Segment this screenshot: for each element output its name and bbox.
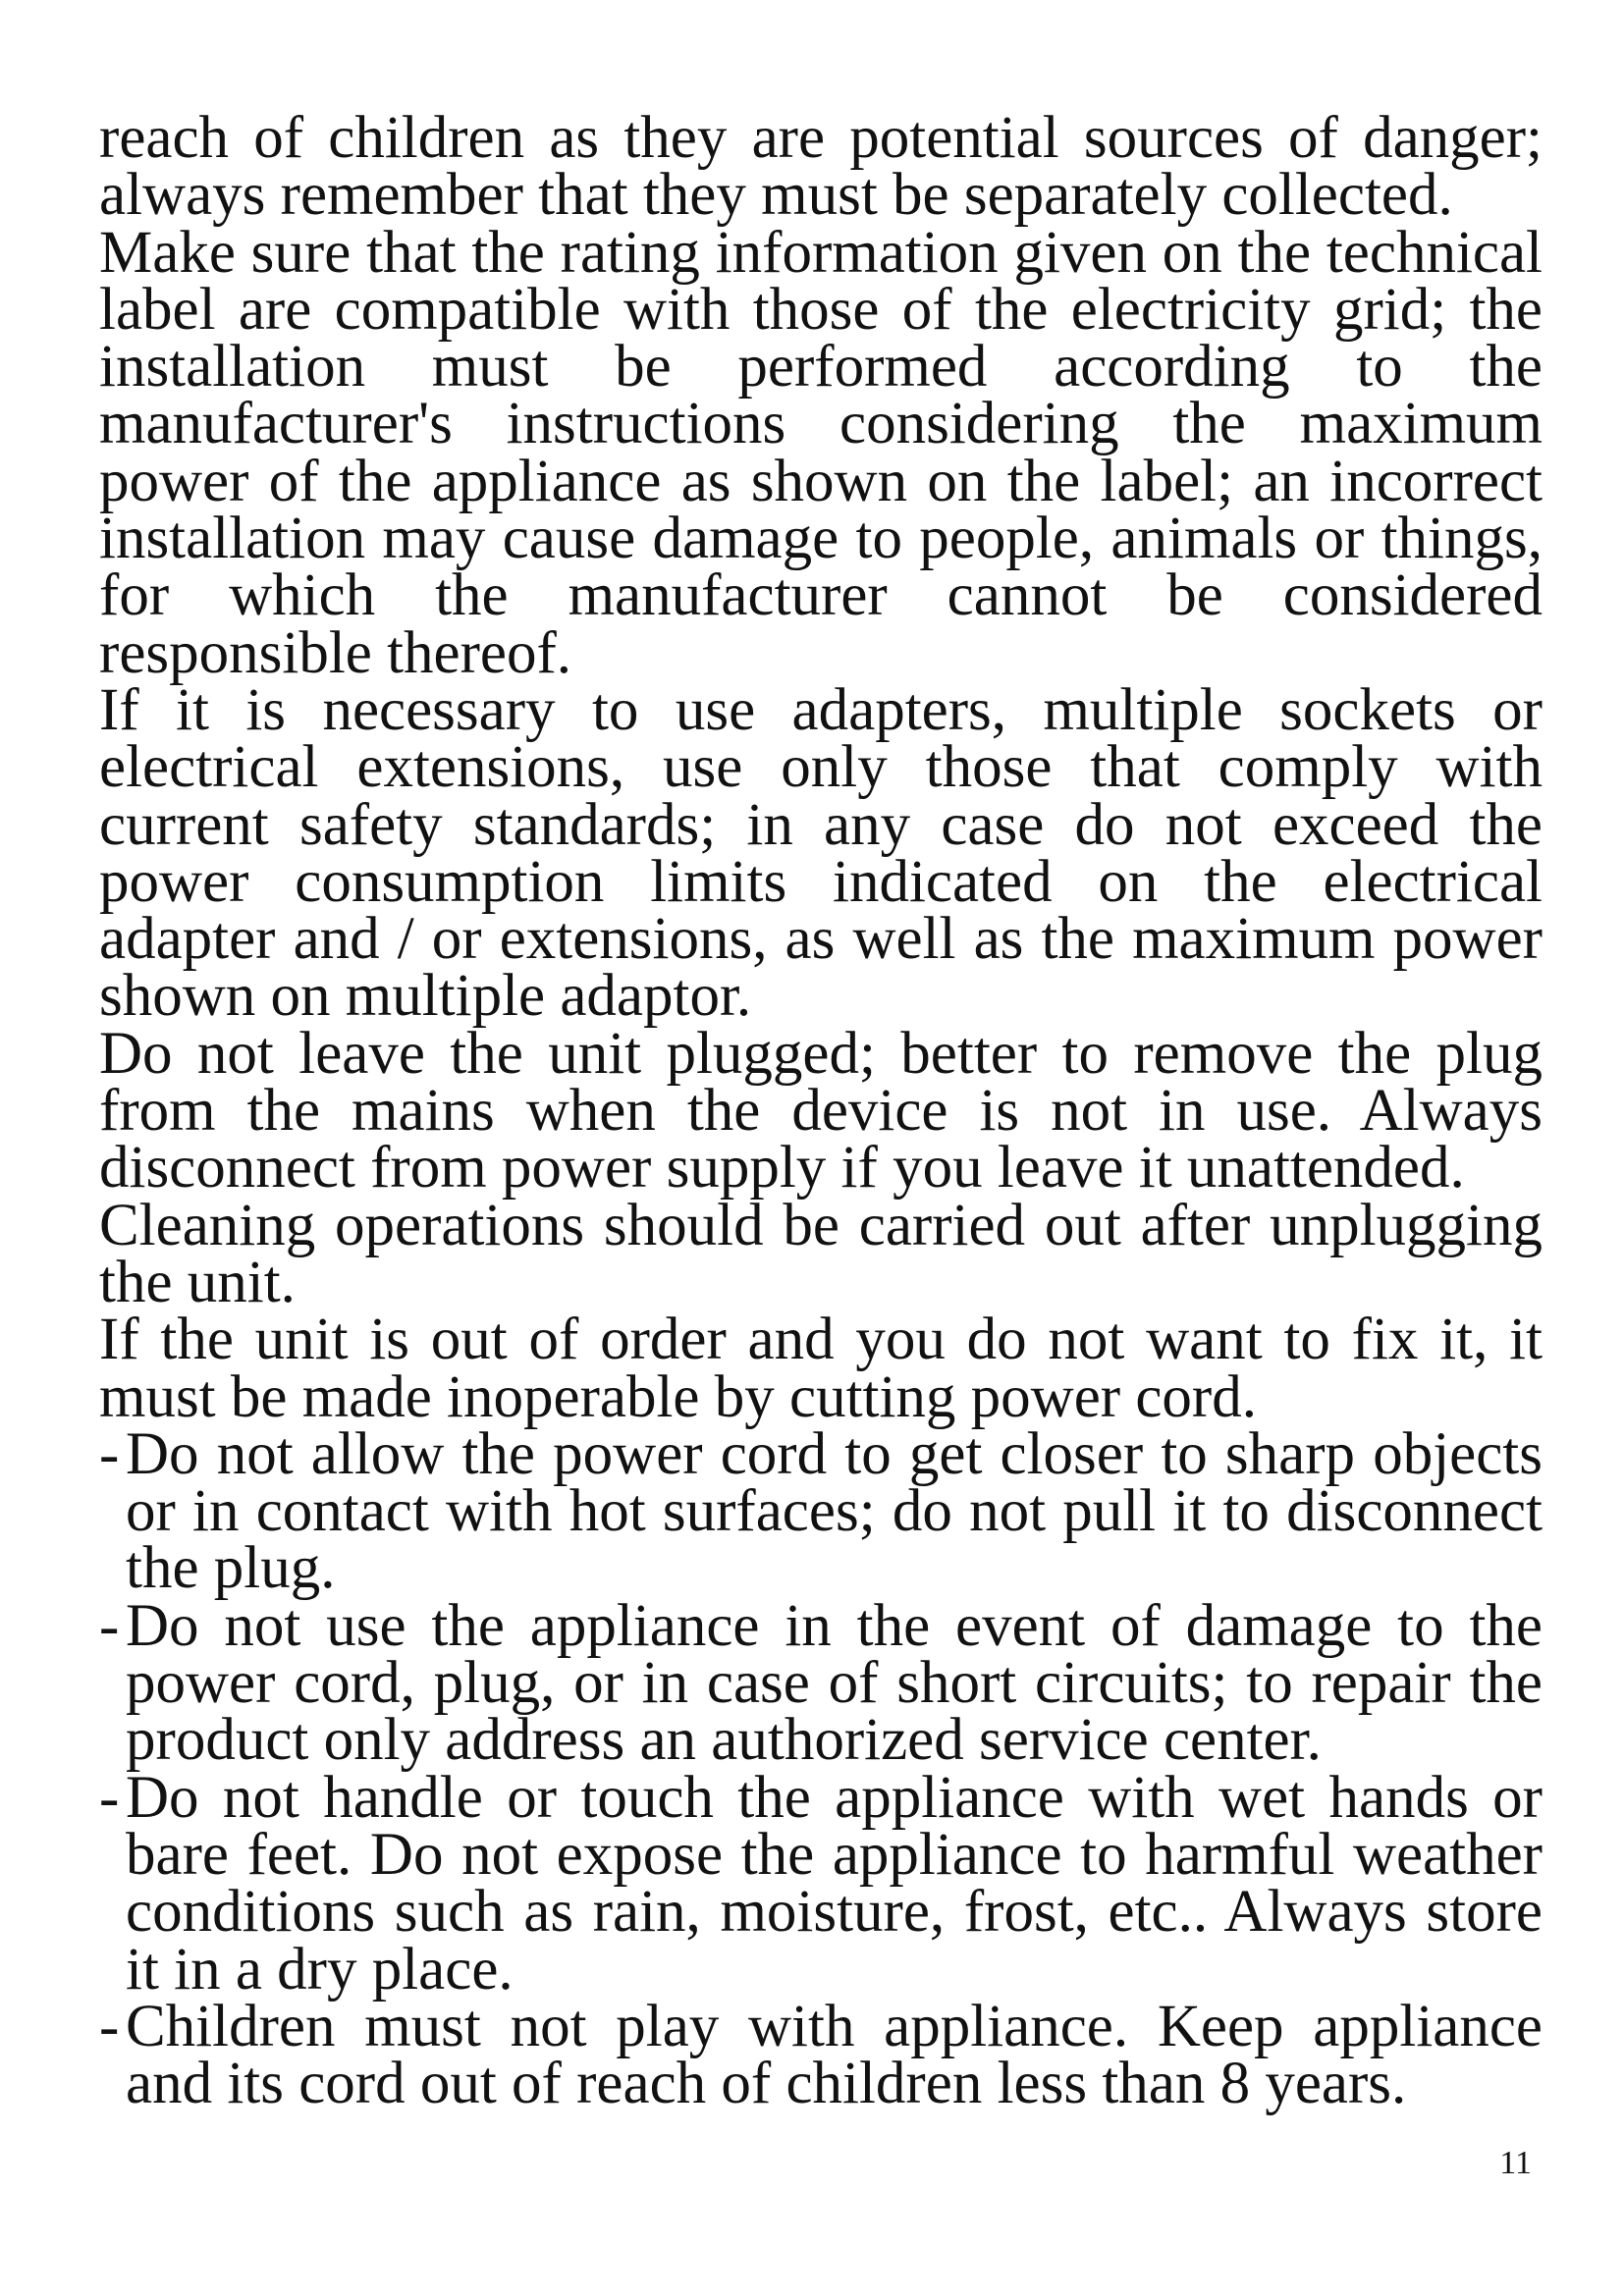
list-item [99, 1420, 1543, 1602]
paragraph-rating-installation: Make sure that the rating information given on the technical label are compatible with those of the electricity grid; the installation must be performed according to the manufacturer's instructions considering the maximum power of the appliance as shown on the label; an incorrect installation may cause damage to people, animals or things, for which the manufacturer cannot be considered responsible thereof. [99, 219, 1543, 686]
list-item [99, 1764, 1543, 2002]
list-item [99, 1592, 1543, 1774]
list-dash: - [99, 1764, 120, 1831]
list-item-text: Do not use the appliance in the event of damage to the power cord, plug, or in case of short circuits; to repair the product only address an authorized service center. [126, 1592, 1543, 1774]
paragraph-disposal: reach of children as they are potential sources of danger; always remember that they must be separately collected. [99, 105, 1543, 229]
list-dash: - [99, 1420, 120, 1487]
list-item-text: Do not handle or touch the appliance with wet hands or bare feet. Do not expose the appliance to harmful weather conditions such as rain, moisture, frost, etc.. Always store it in a dry place. [126, 1764, 1543, 2002]
paragraph-cleaning: Cleaning operations should be carried out after unplugging the unit. [99, 1192, 1543, 1315]
page-body [99, 105, 1543, 2117]
warning-list [99, 1420, 1543, 2117]
list-item-text: Children must not play with appliance. Keep appliance and its cord out of reach of children less than 8 years. [126, 1993, 1543, 2117]
paragraph-adapters: If it is necessary to use adapters, multiple sockets or electrical extensions, use only those that comply with current safety standards; in any case do not exceed the power consumption limits indicated on the electrical adapter and / or extensions, as well as the maximum power shown on multiple adaptor. [99, 676, 1543, 1030]
page-number: 11 [1499, 2145, 1532, 2181]
list-item-text: Do not allow the power cord to get closer to sharp objects or in contact with hot surfaces; do not pull it to disconnect the plug. [126, 1420, 1543, 1602]
list-dash: - [99, 1592, 120, 1659]
list-dash: - [99, 1993, 120, 2059]
list-item [99, 1993, 1543, 2117]
paragraph-unplug: Do not leave the unit plugged; better to remove the plug from the mains when the device is not in use. Always disconnect from power supply if you leave it unattended. [99, 1020, 1543, 1201]
paragraph-out-of-order: If the unit is out of order and you do not want to fix it, it must be made inoperable by cutting power cord. [99, 1307, 1543, 1430]
